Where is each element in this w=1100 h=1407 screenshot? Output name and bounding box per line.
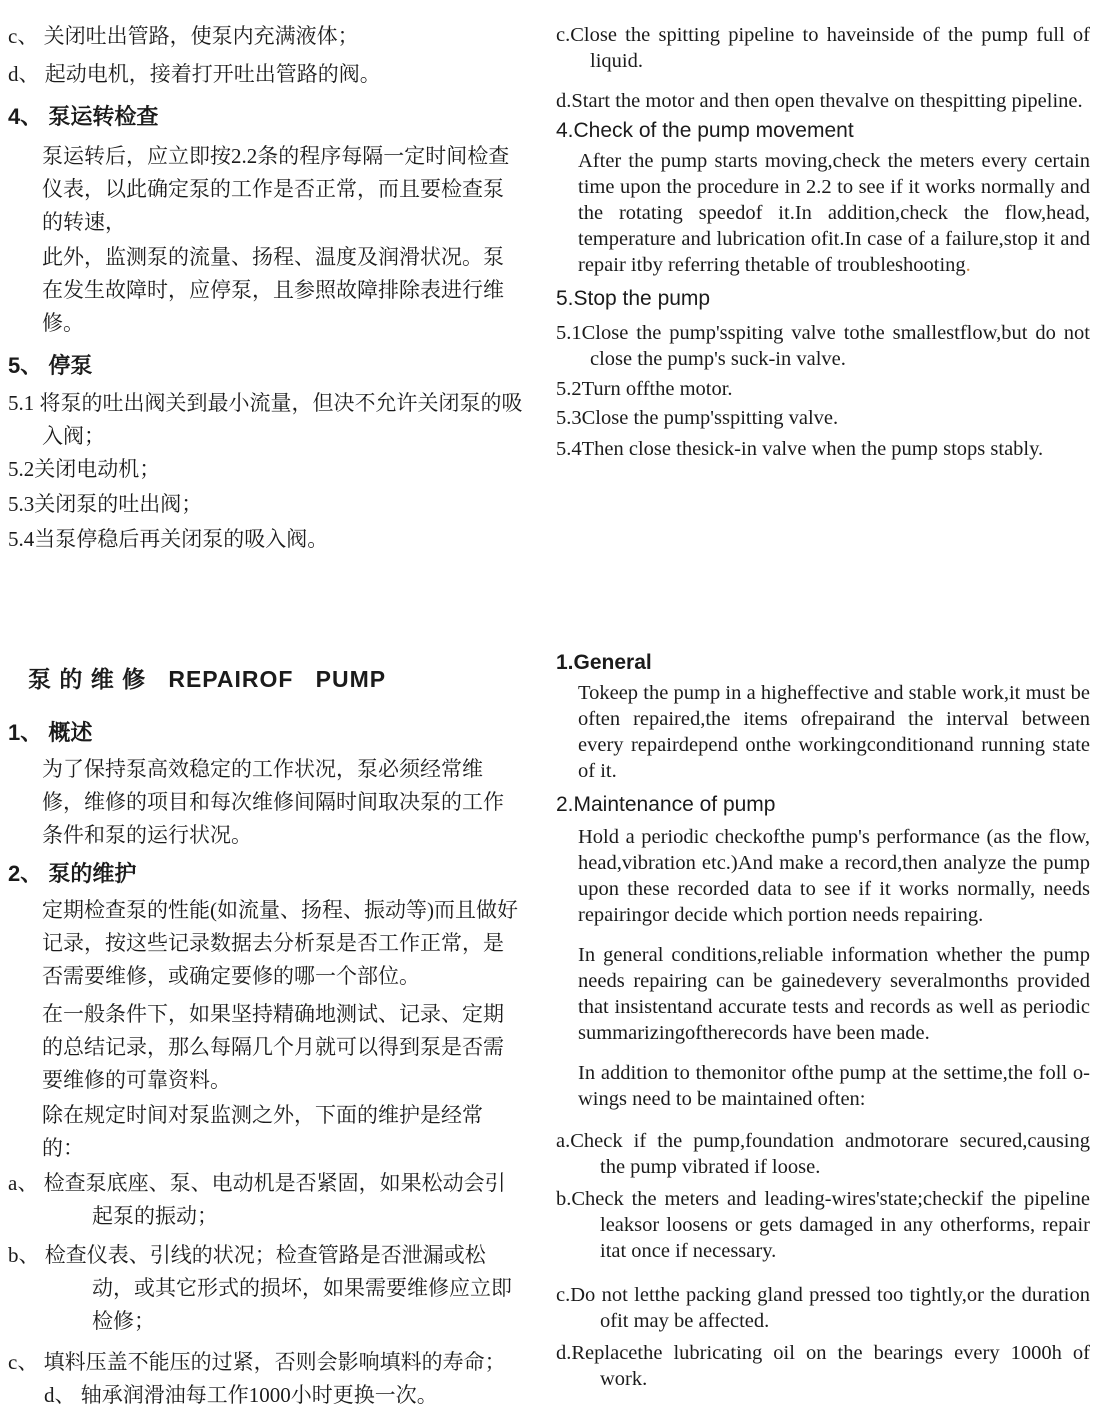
zh-item-c2: c、 填料压盖不能压的过紧，否则会影响填料的寿命；	[8, 1350, 506, 1374]
en-para-2-3: In addition to themonitor ofthe pump at the settime,the foll o-wings need to be maintained often:	[578, 1062, 1090, 1110]
en-item-a: a.Check if the pump,foundation andmotorare secured,causing the pump vibrated if loose.	[556, 1130, 1090, 1178]
accent-period: .	[965, 254, 971, 276]
zh-item-5-4: 5.4当泵停稳后再关闭泵的吸入阀。	[8, 527, 329, 551]
chinese-column	[8, 0, 524, 1407]
zh-item-c: c、 关闭吐出管路，使泵内充满液体；	[8, 24, 359, 48]
zh-heading-2: 2、 泵的维护	[8, 861, 137, 886]
zh-item-d: d、 起动电机，接着打开吐出管路的阀。	[8, 62, 381, 86]
en-item-b: b.Check the meters and leading-wires'state;checkif the pipeline leaksor loosens or gets damaged in any otherforms, repair itat once if necessary.	[556, 1188, 1090, 1262]
zh-item-b: b、 检查仪表、引线的状况；检查管路是否泄漏或松动，或其它形式的损坏，如果需要维修应立即检修；	[8, 1243, 512, 1333]
en-item-5-4: 5.4Then close thesick-in valve when the pump stops stably.	[556, 438, 1044, 460]
english-column	[556, 0, 1090, 1392]
en-para-2-1: Hold a periodic checkofthe pump's performance (as the flow, head,vibration etc.)And make a record,then analyze the pump upon these recorded data to see if it works normally, needs repairingor decide which portion needs repairing.	[578, 826, 1090, 926]
zh-item-d2: d、 轴承润滑油每工作1000小时更换一次。	[44, 1383, 438, 1407]
zh-item-a: a、 检查泵底座、泵、电动机是否紧固，如果松动会引起泵的振动；	[8, 1171, 506, 1228]
zh-para-2-1: 定期检查泵的性能(如流量、扬程、振动等)而且做好记录，按这些记录数据去分析泵是否工作正常，是否需要维修，或确定要修的哪一个部位。	[42, 898, 518, 988]
en-para-1: Tokeep the pump in a higheffective and stable work,it must be often repaired,the items ofrepairand the interval between every repairdepend onthe workingconditionand running state of it.	[578, 682, 1090, 782]
en-heading-2: 2.Maintenance of pump	[556, 793, 776, 816]
en-para-4	[556, 148, 1090, 278]
en-para-2-2: In general conditions,reliable information whether the pump needs repairing can be gainedevery severalmonths provided that insistentand accurate tests and records as well as periodic summarizingoftherecords have been made.	[578, 944, 1090, 1044]
en-item-d2: d.Replacethe lubricating oil on the bearings every 1000h of work.	[556, 1342, 1090, 1390]
en-item-5-1: 5.1Close the pump'sspiting valve tothe smallestflow,but do not close the pump's suck-in valve.	[556, 322, 1090, 370]
zh-para-4-1: 泵运转后，应立即按2.2条的程序每隔一定时间检查仪表，以此确定泵的工作是否正常，而且要检查泵的转速，	[42, 144, 510, 234]
en-heading-4: 4.Check of the pump movement	[556, 119, 854, 142]
zh-para-1: 为了保持泵高效稳定的工作状况，泵必须经常维修，维修的项目和每次维修间隔时间取决泵的工作条件和泵的运行状况。	[42, 757, 504, 847]
zh-item-5-2: 5.2关闭电动机；	[8, 457, 161, 481]
en-item-5-3: 5.3Close the pump'sspitting valve.	[556, 407, 839, 429]
en-heading-5: 5.Stop the pump	[556, 287, 711, 310]
en-item-5-2: 5.2Turn offthe motor.	[556, 378, 733, 400]
en-item-d: d.Start the motor and then open thevalve on thespitting pipeline.	[556, 90, 1083, 112]
zh-para-4-2: 此外，监测泵的流量、扬程、温度及润滑状况。泵在发生故障时，应停泵，且参照故障排除表进行维修。	[42, 245, 504, 335]
zh-item-5-1: 5.1 将泵的吐出阀关到最小流量，但决不允许关闭泵的吸入阀；	[8, 391, 523, 448]
zh-para-2-3: 除在规定时间对泵监测之外，下面的维护是经常的：	[42, 1103, 483, 1160]
en-item-c2: c.Do not letthe packing gland pressed too tightly,or the duration ofit may be affected.	[556, 1284, 1090, 1332]
zh-heading-1: 1、 概述	[8, 720, 93, 745]
zh-para-2-2: 在一般条件下，如果坚持精确地测试、记录、定期的总结记录，那么每隔几个月就可以得到泵是否需要维修的可靠资料。	[42, 1002, 504, 1092]
zh-heading-4: 4、 泵运转检查	[8, 104, 159, 129]
zh-item-5-3: 5.3关闭泵的吐出阀；	[8, 492, 203, 516]
en-para-4-text: After the pump starts moving,check the meters every certain time upon the procedure in 2.2 to see if it works normally and the rotating speedof it.In addition,check the flow,head, temperature and lubrication ofit.In case of a failure,stop it and repair itby referring thetable of troubleshooting	[578, 150, 1090, 276]
zh-heading-5: 5、 停泵	[8, 353, 93, 378]
en-heading-1: 1.General	[556, 651, 652, 674]
en-item-c: c.Close the spitting pipeline to haveinside of the pump full of liquid.	[556, 24, 1090, 72]
section-title: 泵 的 维 修 REPAIROF PUMP	[28, 666, 387, 692]
